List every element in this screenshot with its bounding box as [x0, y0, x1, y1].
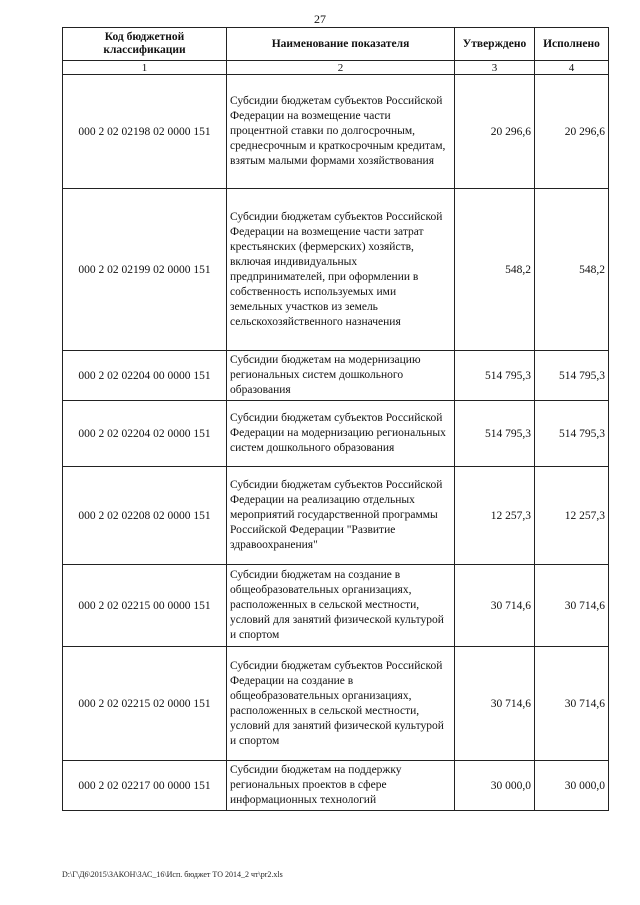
- row-executed: 30 714,6: [535, 647, 609, 761]
- row-code: 000 2 02 02217 00 0000 151: [63, 761, 227, 811]
- row-approved: 514 795,3: [455, 401, 535, 467]
- table-row: [63, 351, 609, 401]
- row-approved: 20 296,6: [455, 75, 535, 189]
- footer-file-path: D:\Г\Д6\2015\ЗАКОН\ЗАС_16\Исп. бюджет ТО 2014_2 чт\pr2.xls: [62, 870, 283, 879]
- row-executed: 30 000,0: [535, 761, 609, 811]
- column-number: 3: [455, 61, 535, 75]
- row-approved: 30 714,6: [455, 647, 535, 761]
- row-name: Субсидии бюджетам субъектов Российской Федерации на создание в общеобразовательных организациях, расположенных в сельской местности, условий для занятий физической культурой и спортом: [227, 647, 455, 761]
- row-code: 000 2 02 02198 02 0000 151: [63, 75, 227, 189]
- row-name: Субсидии бюджетам на поддержку региональных проектов в сфере информационных технологий: [227, 761, 455, 811]
- row-code: 000 2 02 02215 00 0000 151: [63, 565, 227, 647]
- table-header-row: [63, 28, 609, 61]
- row-name: Субсидии бюджетам субъектов Российской Федерации на модернизацию региональных систем дошкольного образования: [227, 401, 455, 467]
- row-code: 000 2 02 02204 02 0000 151: [63, 401, 227, 467]
- row-name: Субсидии бюджетам субъектов Российской Федерации на возмещение части затрат крестьянских (фермерских) хозяйств, включая индивидуальных предпринимателей, при оформлении в собственность используемых ими земельных участков из земель сельскохозяйственного назначения: [227, 189, 455, 351]
- row-executed: 12 257,3: [535, 467, 609, 565]
- table-row: [63, 565, 609, 647]
- row-approved: 30 714,6: [455, 565, 535, 647]
- table-row: [63, 189, 609, 351]
- row-executed: 30 714,6: [535, 565, 609, 647]
- row-approved: 12 257,3: [455, 467, 535, 565]
- row-approved: 548,2: [455, 189, 535, 351]
- table-row: [63, 401, 609, 467]
- page-number: 27: [314, 12, 326, 26]
- table-row: [63, 75, 609, 189]
- row-approved: 30 000,0: [455, 761, 535, 811]
- row-name: Субсидии бюджетам на модернизацию региональных систем дошкольного образования: [227, 351, 455, 401]
- row-code: 000 2 02 02204 00 0000 151: [63, 351, 227, 401]
- column-number-row: [63, 61, 609, 75]
- table-row: [63, 467, 609, 565]
- row-executed: 514 795,3: [535, 351, 609, 401]
- row-name: Субсидии бюджетам на создание в общеобразовательных организациях, расположенных в сельской местности, условий для занятий физической культурой и спортом: [227, 565, 455, 647]
- row-executed: 20 296,6: [535, 75, 609, 189]
- column-number: 1: [63, 61, 227, 75]
- row-approved: 514 795,3: [455, 351, 535, 401]
- header-executed: Исполнено: [535, 28, 609, 61]
- header-approved: Утверждено: [455, 28, 535, 61]
- budget-table: [62, 27, 609, 811]
- row-code: 000 2 02 02208 02 0000 151: [63, 467, 227, 565]
- column-number: 4: [535, 61, 609, 75]
- row-name: Субсидии бюджетам субъектов Российской Федерации на реализацию отдельных мероприятий государственной программы Российской Федерации "Развитие здравоохранения": [227, 467, 455, 565]
- table-row: [63, 761, 609, 811]
- row-executed: 548,2: [535, 189, 609, 351]
- header-name: Наименование показателя: [227, 28, 455, 61]
- table-row: [63, 647, 609, 761]
- row-name: Субсидии бюджетам субъектов Российской Федерации на возмещение части процентной ставки по долгосрочным, среднесрочным и краткосрочным кредитам, взятым малыми формами хозяйствования: [227, 75, 455, 189]
- row-code: 000 2 02 02215 02 0000 151: [63, 647, 227, 761]
- header-code: Код бюджетной классификации: [63, 28, 227, 61]
- column-number: 2: [227, 61, 455, 75]
- row-executed: 514 795,3: [535, 401, 609, 467]
- row-code: 000 2 02 02199 02 0000 151: [63, 189, 227, 351]
